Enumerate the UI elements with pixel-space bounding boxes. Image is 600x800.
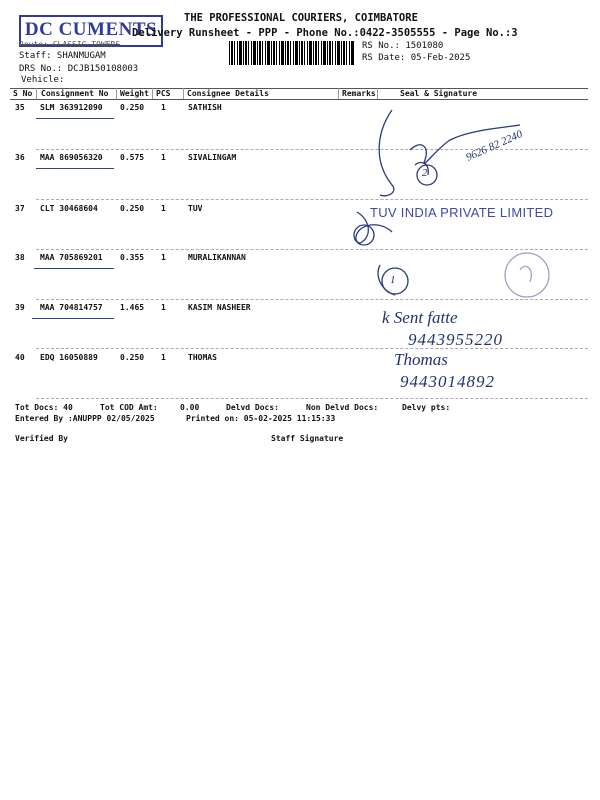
route-label: Route: CLASSIC TOWERS — [19, 40, 121, 49]
row-pcs: 1 — [161, 303, 166, 312]
row-consignment: CLT 30468604 — [40, 204, 98, 213]
row-pcs: 1 — [161, 253, 166, 262]
row-pcs: 1 — [161, 153, 166, 162]
vehicle-label: Vehicle: — [21, 75, 65, 85]
handwritten-phone-36: 9626 82 2240 — [464, 128, 525, 164]
printed-on: Printed on: 05-02-2025 11:15:33 — [186, 414, 336, 423]
row-weight: 0.575 — [120, 153, 145, 162]
handwritten-name-40: Thomas — [394, 350, 448, 369]
handwritten-phone-40: 9443014892 — [400, 372, 495, 391]
row-consignee: TUV — [188, 204, 203, 213]
total-docs: Tot Docs: 40 — [15, 403, 73, 412]
row-pcs: 1 — [161, 103, 166, 112]
col-header-consignment: Consignment No — [41, 89, 109, 98]
row-consignment: EDQ 16050889 — [40, 353, 98, 362]
row-consignment: SLM 363912090 — [40, 103, 103, 112]
delivery-points: Delvy pts: — [402, 403, 451, 412]
total-cod-value: 0.00 — [180, 403, 200, 412]
rs-date: RS Date: 05-Feb-2025 — [362, 53, 471, 63]
documents-stamp: DC CUMENTS — [19, 15, 163, 47]
staff-signature: Staff Signature — [271, 434, 344, 443]
row-weight: 1.465 — [120, 303, 145, 312]
company-title: THE PROFESSIONAL COURIERS, COIMBATORE — [184, 12, 418, 24]
rs-no: RS No.: 1501080 — [362, 41, 444, 51]
row-sno: 35 — [15, 103, 25, 112]
row-consignment: MAA 869056320 — [40, 153, 103, 162]
handwritten-phone-39: 9443955220 — [408, 330, 503, 349]
col-header-signature: Seal & Signature — [400, 89, 478, 98]
row-sno: 36 — [15, 153, 25, 162]
tuv-stamp: TUV INDIA PRIVATE LIMITED — [370, 205, 554, 220]
handwritten-note-39: k Sent fatte — [382, 308, 458, 327]
col-header-remarks: Remarks — [342, 89, 376, 98]
drs-label: DRS No.: DCJB150108003 — [19, 64, 139, 74]
entered-by: Entered By :ANUPPP 02/05/2025 — [15, 414, 155, 423]
row-sno: 38 — [15, 253, 25, 262]
row-consignment: MAA 704814757 — [40, 303, 103, 312]
non-delivered-docs: Non Delvd Docs: — [306, 403, 379, 412]
verified-by: Verified By — [15, 434, 68, 443]
row-weight: 0.250 — [120, 204, 145, 213]
handwritten-circle-36: 2 — [422, 167, 428, 179]
row-weight: 0.355 — [120, 253, 145, 262]
row-consignee: SIVALINGAM — [188, 153, 237, 162]
col-header-consignee: Consignee Details — [187, 89, 269, 98]
row-weight: 0.250 — [120, 353, 145, 362]
row-consignee: THOMAS — [188, 353, 217, 362]
col-header-pcs: PCS — [156, 89, 171, 98]
row-consignment: MAA 705869201 — [40, 253, 103, 262]
row-pcs: 1 — [161, 204, 166, 213]
delivered-docs: Delvd Docs: — [226, 403, 279, 412]
runsheet-title: Delivery Runsheet - PPP - Phone No.:0422-3505555 - Page No.:3 — [132, 27, 518, 39]
total-cod-label: Tot COD Amt: — [100, 403, 158, 412]
row-consignee: MURALIKANNAN — [188, 253, 246, 262]
row-weight: 0.250 — [120, 103, 145, 112]
staff-label: Staff: SHANMUGAM — [19, 51, 106, 61]
row-sno: 37 — [15, 204, 25, 213]
col-header-weight: Weight — [120, 89, 149, 98]
row-consignee: KASIM NASHEER — [188, 303, 251, 312]
row-sno: 40 — [15, 353, 25, 362]
row-pcs: 1 — [161, 353, 166, 362]
col-header-sno: S No — [13, 89, 33, 98]
row-consignee: SATHISH — [188, 103, 222, 112]
handwritten-circle-38: 1 — [390, 274, 396, 286]
row-sno: 39 — [15, 303, 25, 312]
